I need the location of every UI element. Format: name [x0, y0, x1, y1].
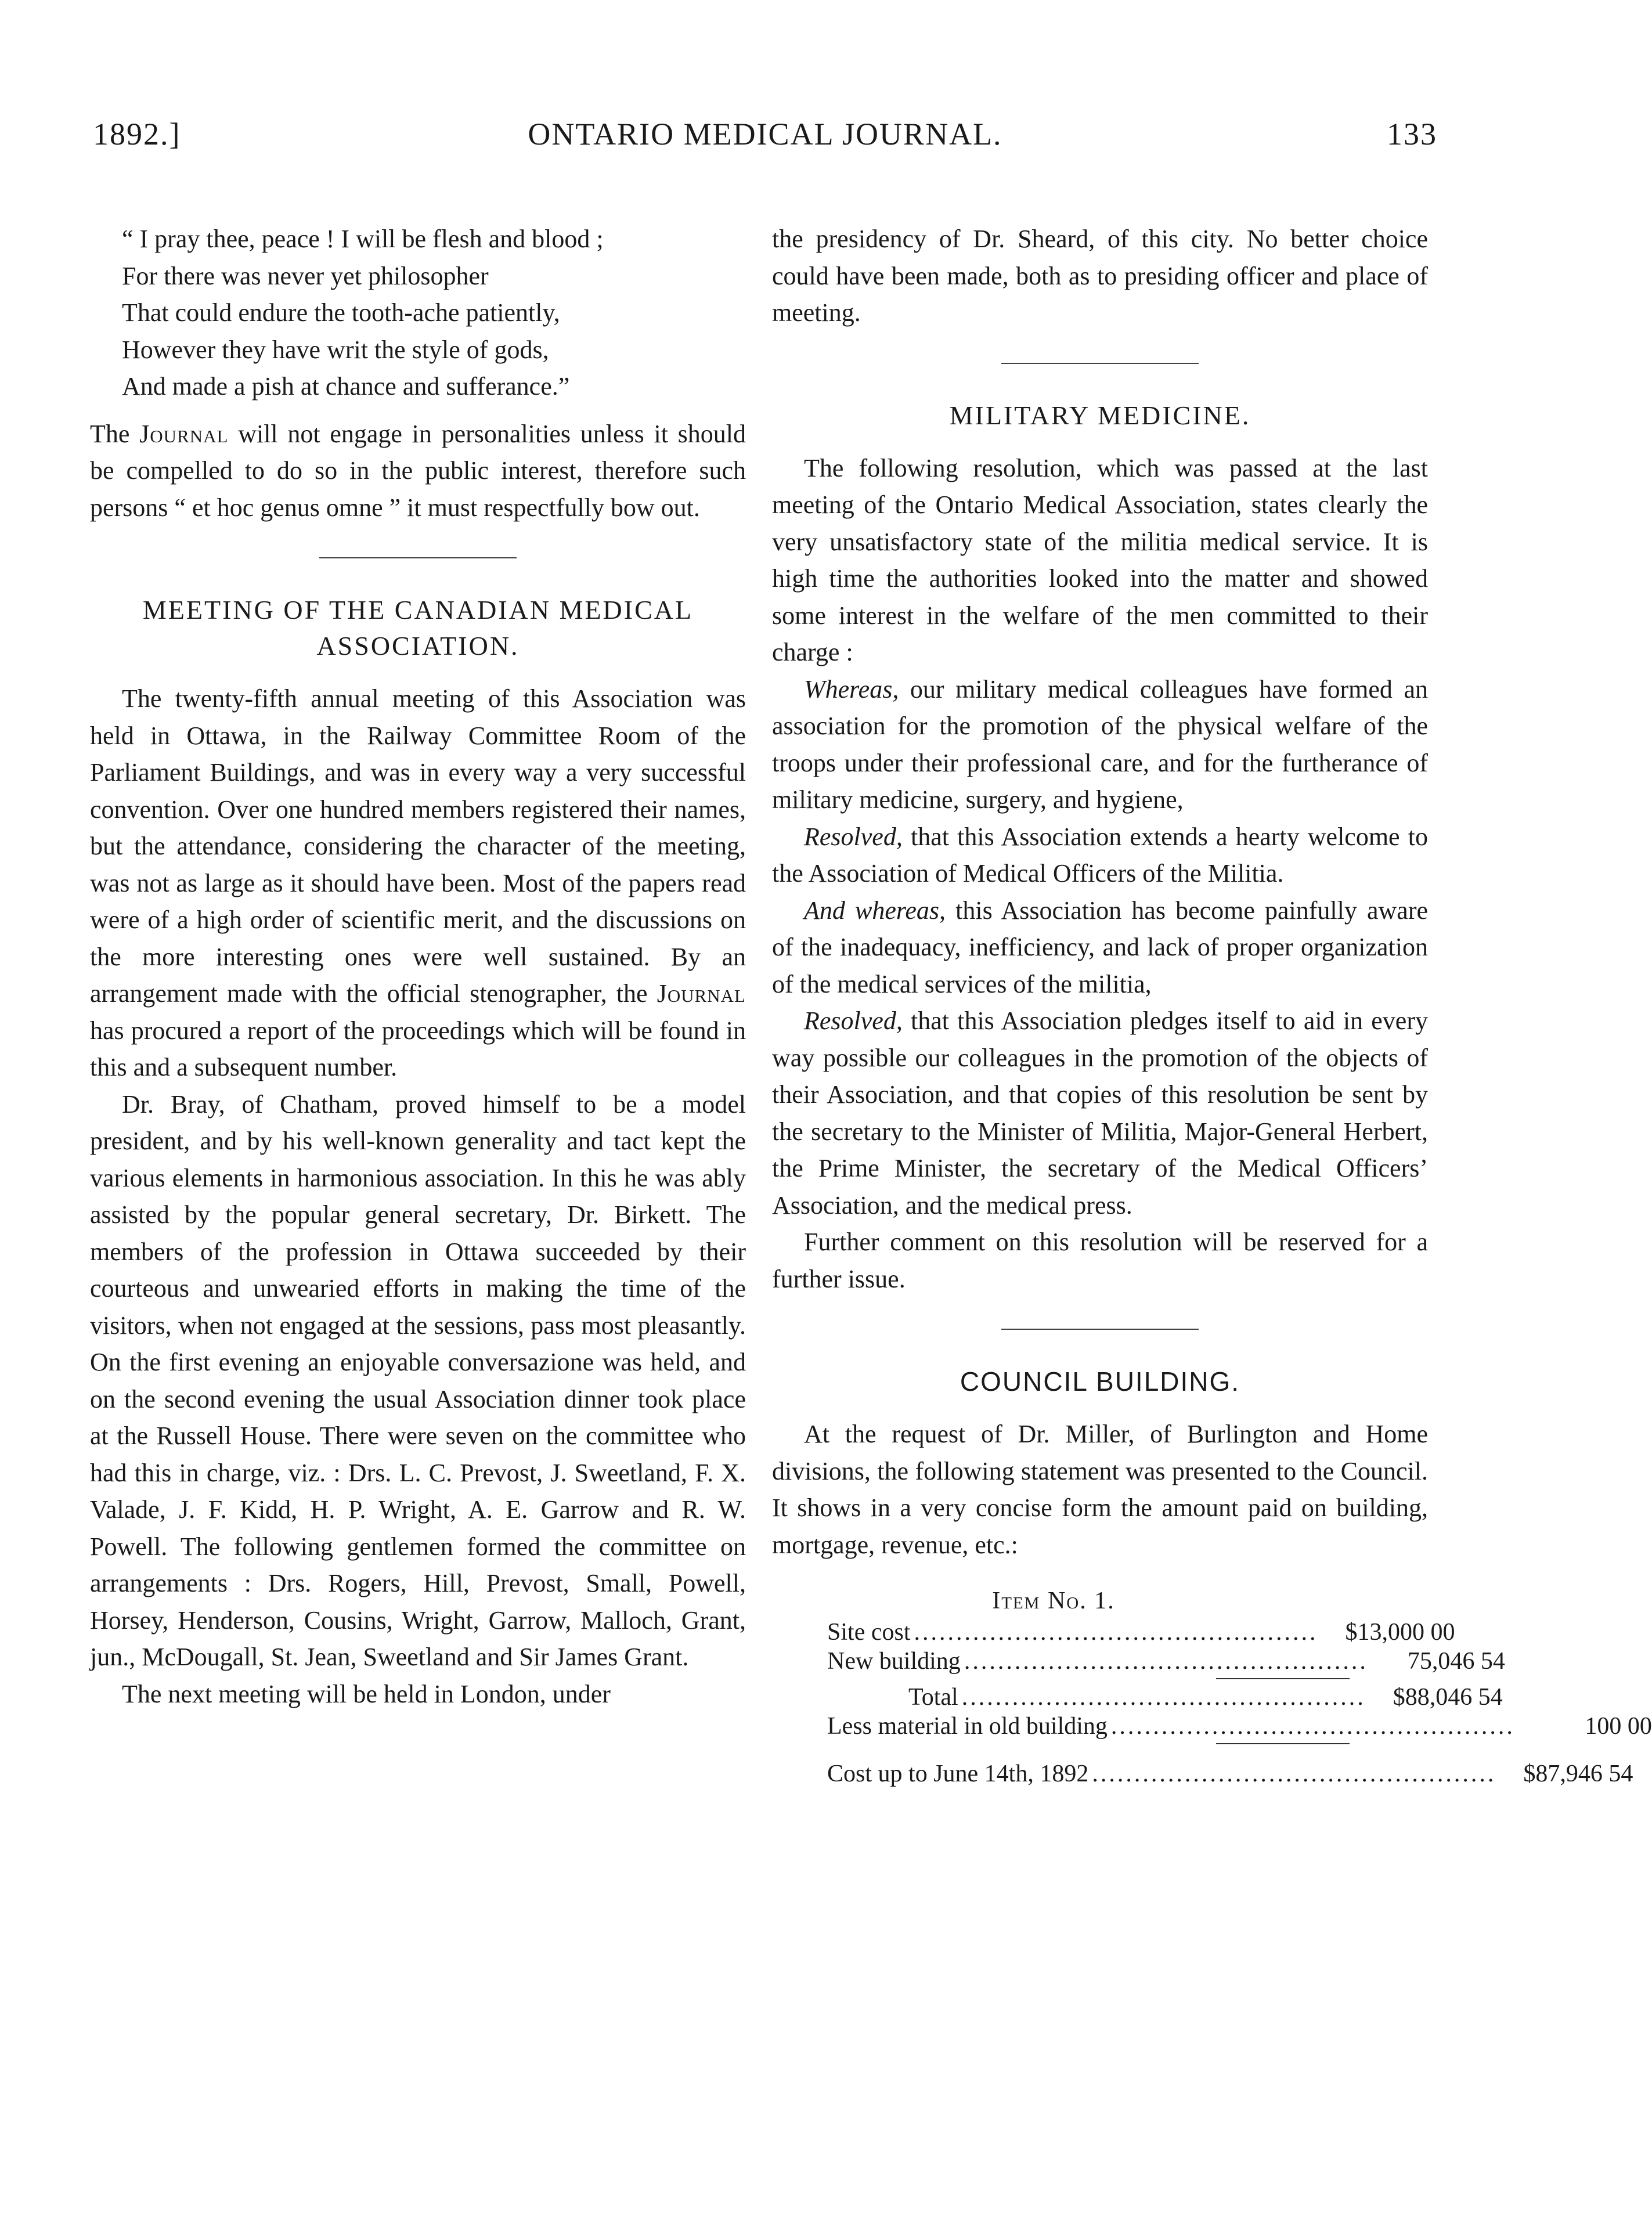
ledger-amount: 100 00 — [1585, 1713, 1652, 1740]
section-divider — [1001, 1329, 1199, 1330]
resolution-resolved-pledge: Resolved, that this Association pledges itself to aid in every way possible our colleagues in the promotion of the objects of their Association, and that copies of this resolution be sent by the secretary to the Minister of Militia, Major-General Herbert, the Prime Minister, the secretary of the Medical Officers’ Association, and the medical press. — [772, 1007, 1428, 1220]
header-year: 1892.] — [93, 117, 181, 151]
ledger-label: Less material in old building — [827, 1713, 1108, 1740]
section-title-meeting: MEETING OF THE CANADIAN MEDICAL ASSOCIATION. — [142, 595, 694, 661]
header-journal-title: ONTARIO MEDICAL JOURNAL. — [528, 117, 1002, 151]
leader-dots: ................................................ — [964, 1648, 1368, 1675]
leader-dots: ................................................ — [961, 1684, 1366, 1711]
sum-rule — [1216, 1678, 1350, 1679]
ledger-row-less — [827, 1712, 1652, 1741]
section-title-military: MILITARY MEDICINE. — [949, 400, 1251, 430]
verse-line: And made a pish at chance and sufferance.” — [122, 372, 570, 401]
building-cost-ledger — [827, 1586, 1652, 1788]
ledger-label: Cost up to June 14th, 1892 — [827, 1761, 1089, 1787]
leader-dots: ................................................ — [1110, 1713, 1515, 1740]
section-divider — [1001, 363, 1199, 364]
resolution-and-whereas: And whereas, this Association has become painfully aware of the inadequacy, inefficiency, and lack of proper organization of the medical services of the militia, — [772, 896, 1429, 998]
paragraph-personalities: The Journal will not engage in personalities unless it should be compelled to do so in the public interest, therefore such persons “ et hoc genus omne ” it must respectfully bow out. — [90, 419, 746, 522]
journal-name: Journal — [657, 979, 746, 1008]
paragraph-military-intro: The following resolution, which was passed at the last meeting of the Ontario Medical Association, states clearly the very unsatisfactory state of the militia medical service. It is high time the authorities looked into the matter and showed some interest in the welfare of the men committed to their charge : — [772, 453, 1428, 666]
ledger-row-total — [827, 1683, 1503, 1712]
right-column — [772, 221, 1652, 1788]
ledger-label: New building — [827, 1648, 961, 1675]
ledger-label: Site cost — [827, 1619, 911, 1646]
verse-line: For there was never yet philosopher — [122, 261, 489, 290]
running-head — [93, 116, 1437, 163]
verse-line: “ I pray thee, peace ! I will be flesh and blood ; — [122, 225, 604, 253]
paragraph-further-comment: Further comment on this resolution will be reserved for a further issue. — [772, 1228, 1428, 1293]
resolution-whereas: Whereas, our military medical colleagues have formed an association for the promotion of the physical welfare of the troops under their professional care, and for the furtherance of military medicine, surgery, and hygiene, — [772, 674, 1428, 814]
ledger-row — [827, 1618, 1455, 1647]
ledger-amount: $87,946 54 — [1523, 1761, 1633, 1787]
verse-quotation — [90, 221, 746, 405]
verse-line: That could endure the tooth-ache patiently, — [122, 298, 560, 327]
ledger-amount: $13,000 00 — [1345, 1619, 1455, 1646]
paragraph-next-meeting: The next meeting will be held in London, under — [122, 1679, 611, 1708]
verse-line: However they have writ the style of gods, — [122, 335, 549, 364]
sum-rule — [1216, 1743, 1350, 1744]
ledger-heading: Item No. 1. — [992, 1588, 1115, 1614]
section-title-council: COUNCIL BUILDING. — [960, 1366, 1240, 1397]
paragraph-meeting-report: The twenty-fifth annual meeting of this Association was held in Ottawa, in the Railway Committee Room of the Parliament Buildings, and was in every way a very successful convention. Over one hundred members registered their names, but the attendance, considering the character of the meeting, was not as large as it should have been. Most of the papers read were of a high order of scientific merit, and the discussions on the more interesting ones were well sustained. By an arrangement made with the official stenographer, the Journal has procured a report of the proceedings which will be found in this and a subsequent number. — [90, 684, 746, 1081]
leader-dots: ................................................ — [914, 1619, 1318, 1646]
ledger-label: Total — [908, 1684, 958, 1711]
journal-name: Journal — [139, 419, 229, 448]
ledger-row-final — [827, 1759, 1633, 1788]
leader-dots: ................................................ — [1092, 1761, 1496, 1787]
ledger-row — [827, 1647, 1505, 1676]
paragraph-council-statement: At the request of Dr. Miller, of Burlington and Home divisions, the following statement was presented to the Council. It shows in a very concise form the amount paid on building, mortgage, revenue, etc.: — [772, 1420, 1428, 1559]
left-column — [90, 221, 746, 1712]
ledger-amount: 75,046 54 — [1407, 1648, 1505, 1675]
paragraph-meeting-president: Dr. Bray, of Chatham, proved himself to be a model president, and by his well-known generality and tact kept the various elements in harmonious association. In this he was ably assisted by the popular general secretary, Dr. Birkett. The members of the profession in Ottawa succeeded by their courteous and unwearied efforts in making the time of the visitors, when not engaged at the sessions, pass most pleasantly. On the first evening an enjoyable conversazione was held, and on the second evening the usual Association dinner took place at the Russell House. There were seven on the committee who had this in charge, viz. : Drs. L. C. Prevost, J. Sweetland, F. X. Valade, J. F. Kidd, H. P. Wright, A. E. Garrow and R. W. Powell. The following gentlemen formed the committee on arrangements : Drs. Rogers, Hill, Prevost, Small, Powell, Horsey, Henderson, Cousins, Wright, Garrow, Malloch, Grant, jun., McDougall, St. Jean, Sweetland and Sir James Grant. — [90, 1090, 746, 1671]
ledger-amount: $88,046 54 — [1393, 1684, 1503, 1711]
section-divider — [319, 557, 517, 558]
resolution-resolved-welcome: Resolved, that this Association extends a hearty welcome to the Association of Medical Officers of the Militia. — [772, 822, 1428, 888]
paragraph-presidency-continued: the presidency of Dr. Sheard, of this city. No better choice could have been made, both as to presiding officer and place of meeting. — [772, 225, 1428, 327]
header-page-number: 133 — [1387, 117, 1437, 151]
